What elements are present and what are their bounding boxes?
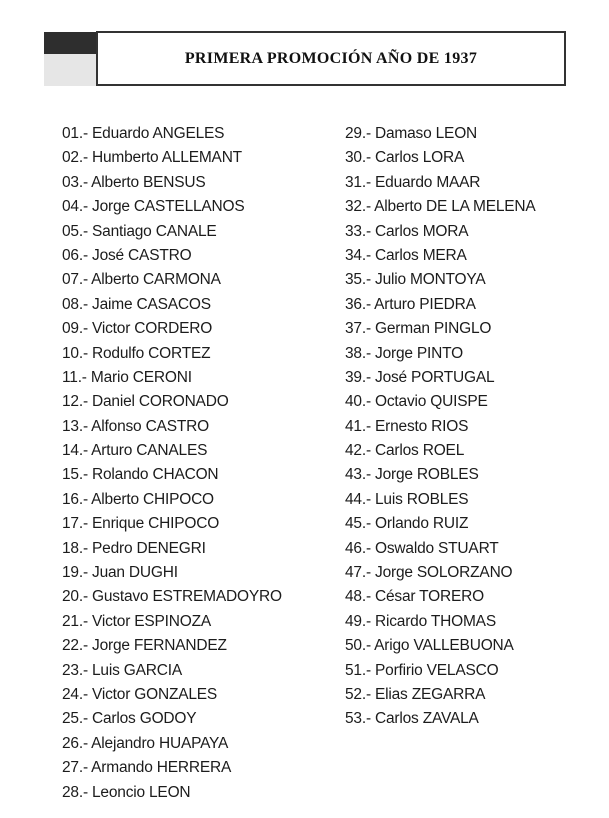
list-item: 31.- Eduardo MAAR (345, 173, 481, 191)
list-item: 39.- José PORTUGAL (345, 368, 495, 386)
list-item: 21.- Victor ESPINOZA (62, 612, 212, 630)
list-item: 42.- Carlos ROEL (345, 442, 465, 460)
list-item: 40.- Octavio QUISPE (345, 393, 488, 411)
list-item: 20.- Gustavo ESTREMADOYRO (62, 588, 282, 606)
title-box (96, 31, 566, 86)
list-item: 16.- Alberto CHIPOCO (62, 490, 214, 508)
header-decoration-dark (44, 32, 98, 54)
list-item: 44.- Luis ROBLES (345, 490, 469, 508)
names-list-left (62, 122, 282, 805)
list-item: 08.- Jaime CASACOS (62, 295, 211, 313)
list-item: 37.- German PINGLO (345, 320, 492, 338)
header-decoration-light (44, 54, 98, 86)
list-item: 09.- Victor CORDERO (62, 320, 213, 338)
list-item: 41.- Ernesto RIOS (345, 417, 469, 435)
list-item: 49.- Ricardo THOMAS (345, 612, 496, 630)
list-item: 45.- Orlando RUIZ (345, 515, 469, 533)
list-item: 17.- Enrique CHIPOCO (62, 515, 220, 533)
list-item: 22.- Jorge FERNANDEZ (62, 637, 227, 655)
list-item: 01.- Eduardo ANGELES (62, 125, 225, 142)
list-item: 51.- Porfirio VELASCO (345, 661, 499, 679)
list-item: 06.- José CASTRO (62, 246, 192, 264)
list-item: 04.- Jorge CASTELLANOS (62, 198, 245, 216)
list-item: 50.- Arigo VALLEBUONA (345, 637, 514, 655)
list-item: 24.- Victor GONZALES (62, 685, 218, 703)
list-item: 07.- Alberto CARMONA (62, 271, 221, 289)
list-item: 27.- Armando HERRERA (62, 759, 232, 777)
list-item: 12.- Daniel CORONADO (62, 393, 229, 411)
list-item: 29.- Damaso LEON (345, 125, 478, 142)
list-item: 47.- Jorge SOLORZANO (345, 564, 513, 582)
list-item: 14.- Arturo CANALES (62, 442, 208, 460)
list-item: 32.- Alberto DE LA MELENA (345, 198, 536, 216)
list-item: 28.- Leoncio LEON (62, 783, 191, 801)
list-item: 38.- Jorge PINTO (345, 344, 463, 362)
list-item: 02.- Humberto ALLEMANT (62, 149, 242, 167)
names-list-right (345, 122, 536, 732)
list-item: 33.- Carlos MORA (345, 222, 469, 240)
list-item: 48.- César TORERO (345, 588, 485, 606)
list-item: 23.- Luis GARCIA (62, 661, 182, 679)
list-item: 03.- Alberto BENSUS (62, 173, 206, 191)
page-title: PRIMERA PROMOCIÓN AÑO DE 1937 (184, 49, 478, 67)
list-item: 30.- Carlos LORA (345, 149, 465, 167)
list-item: 43.- Jorge ROBLES (345, 466, 479, 484)
list-item: 13.- Alfonso CASTRO (62, 417, 209, 435)
list-item: 19.- Juan DUGHI (62, 564, 178, 582)
list-item: 26.- Alejandro HUAPAYA (62, 734, 229, 752)
list-item: 46.- Oswaldo STUART (345, 539, 499, 557)
list-item: 52.- Elias ZEGARRA (345, 685, 486, 703)
list-item: 11.- Mario CERONI (62, 368, 192, 386)
list-item: 10.- Rodulfo CORTEZ (62, 344, 211, 362)
list-item: 34.- Carlos MERA (345, 246, 467, 264)
list-item: 36.- Arturo PIEDRA (345, 295, 476, 313)
list-item: 15.- Rolando CHACON (62, 466, 219, 484)
list-item: 18.- Pedro DENEGRI (62, 539, 206, 557)
list-item: 35.- Julio MONTOYA (345, 271, 486, 289)
list-item: 25.- Carlos GODOY (62, 710, 197, 728)
list-item: 05.- Santiago CANALE (62, 222, 217, 240)
list-item: 53.- Carlos ZAVALA (345, 710, 479, 728)
